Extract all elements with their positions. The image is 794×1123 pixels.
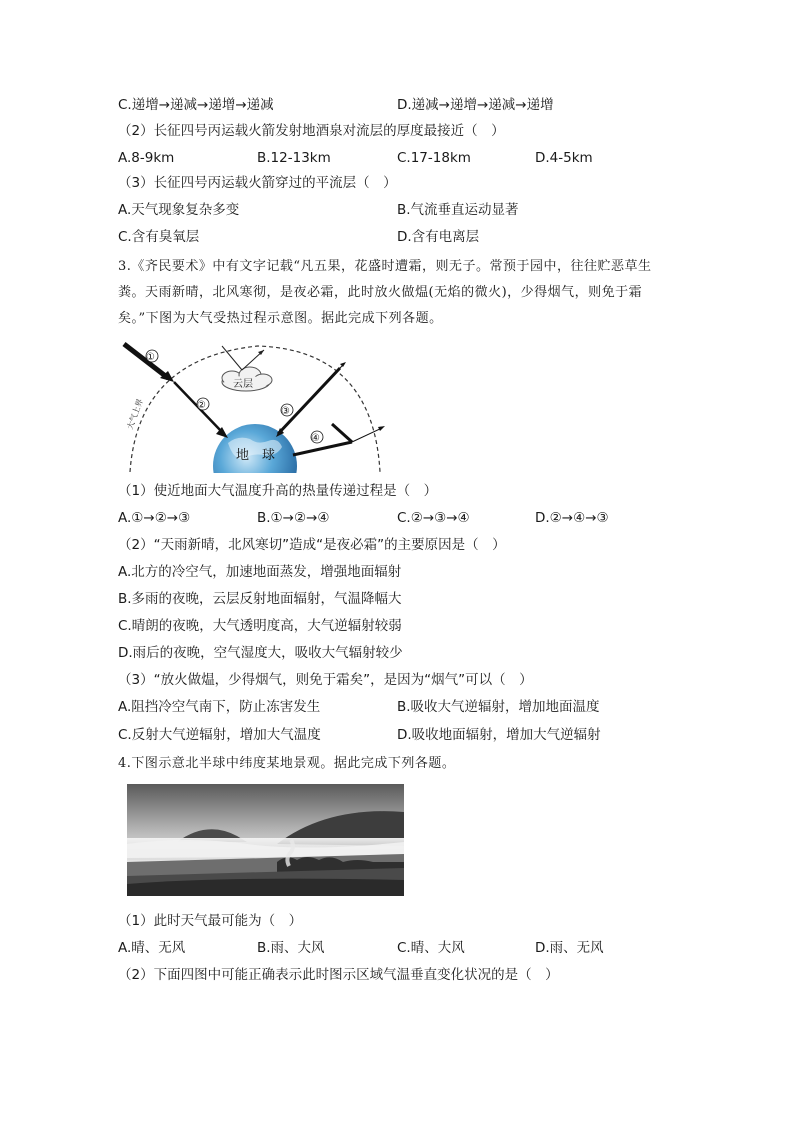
question-intro: 4.下图示意北半球中纬度某地景观。据此完成下列各题。: [118, 756, 456, 771]
option-b: B.气流垂直运动显著: [397, 202, 519, 218]
option-a: A.晴、无风: [118, 940, 186, 956]
option-b: B.吸收大气逆辐射，增加地面温度: [397, 699, 600, 715]
question-stem: （1）使近地面大气温度升高的热量传递过程是（ ）: [118, 483, 438, 499]
marker-4: ④: [311, 433, 320, 444]
option-d: D.4-5km: [535, 150, 593, 166]
counter-radiation-arrow: [293, 442, 352, 455]
option-c: C.②→③→④: [397, 510, 470, 526]
option-d: D.②→④→③: [535, 510, 609, 526]
option-a: A.北方的冷空气，加速地面蒸发，增强地面辐射: [118, 564, 402, 580]
question-stem: （2）长征四号丙运载火箭发射地酒泉对流层的厚度最接近（ ）: [118, 123, 505, 139]
question-intro-line: 3.《齐民要术》中有文字记载“凡五果，花盛时遭霜，则无子。常预于园中，往往贮恶草生: [118, 259, 652, 274]
option-a: A.①→②→③: [118, 510, 191, 526]
option-a: A.阻挡冷空气南下，防止冻害发生: [118, 699, 321, 715]
option-c: C.晴朗的夜晚，大气透明度高，大气逆辐射较弱: [118, 618, 402, 634]
option-b: B.雨、大风: [257, 940, 325, 956]
option-c: C.反射大气逆辐射，增加大气温度: [118, 727, 321, 743]
question-stem: （1）此时天气最可能为（ ）: [118, 913, 303, 929]
ground-radiation-arrow: [278, 368, 340, 434]
option-c: C.晴、大风: [397, 940, 465, 956]
question-stem: （2）下面四图中可能正确表示此时图示区域气温垂直变化状况的是（ ）: [118, 967, 559, 983]
option-b: B.多雨的夜晚，云层反射地面辐射，气温降幅大: [118, 591, 402, 607]
option-c: C.递增→递减→递增→递减: [118, 97, 274, 113]
question-intro-line: 粪。天雨新晴，北风寒彻，是夜必霜，此时放火做煴(无焰的微火)，少得烟气，则免于霜: [118, 285, 643, 300]
question-stem: （3）长征四号丙运载火箭穿过的平流层（ ）: [118, 175, 397, 191]
option-c: C.17-18km: [397, 150, 471, 166]
marker-1: ①: [146, 352, 155, 363]
marker-2: ②: [197, 400, 206, 411]
option-d: D.含有电离层: [397, 229, 480, 245]
option-b: B.12-13km: [257, 150, 331, 166]
question-stem: （2）“天雨新晴，北风寒切”造成“是夜必霜”的主要原因是（ ）: [118, 537, 506, 553]
atmosphere-boundary-label: 大气上界: [125, 397, 145, 431]
question-intro-line: 矣。”下图为大气受热过程示意图。据此完成下列各题。: [118, 311, 443, 326]
option-a: A.8-9km: [118, 150, 175, 166]
option-d: D.吸收地面辐射，增加大气逆辐射: [397, 727, 601, 743]
atmosphere-heating-diagram: [118, 338, 408, 476]
option-b: B.①→②→④: [257, 510, 330, 526]
earth-label: 地 球: [236, 448, 276, 463]
cloud-label: 云层: [233, 379, 253, 390]
question-stem: （3）“放火做煴，少得烟气，则免于霜矣”，是因为“烟气”可以（ ）: [118, 672, 533, 688]
landscape-photo: [127, 784, 404, 896]
option-d: D.递减→递增→递减→递增: [397, 97, 554, 113]
option-d: D.雨后的夜晚，空气湿度大，吸收大气辐射较少: [118, 645, 403, 661]
incoming-reflect-arrow: [222, 346, 242, 370]
option-c: C.含有臭氧层: [118, 229, 200, 245]
option-d: D.雨、无风: [535, 940, 604, 956]
marker-3: ③: [281, 406, 290, 417]
option-a: A.天气现象复杂多变: [118, 202, 240, 218]
